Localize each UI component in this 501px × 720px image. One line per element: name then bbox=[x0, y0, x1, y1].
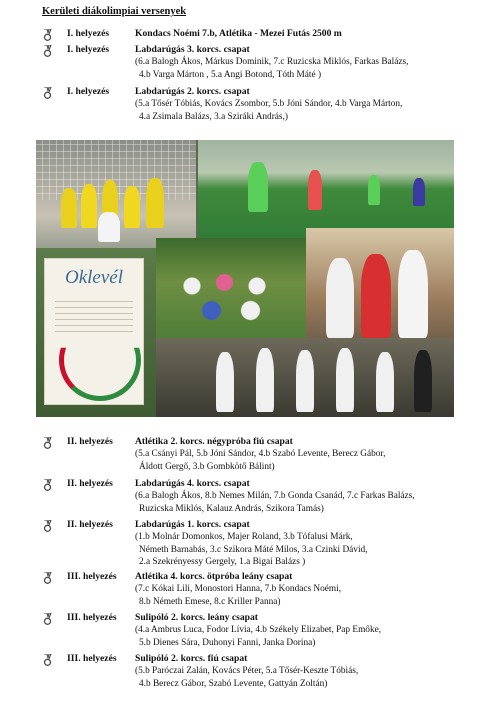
participant-names: (1.b Molnár Domonkos, Majer Roland, 3.b Tófalusi Márk, Németh Barnabás, 3.c Szikora Máté Milos, 3.a Czinki Dávid, 2.a Szekrényessy Gergely, 1.a Bigai Balázs ) bbox=[135, 532, 368, 567]
medal-icon bbox=[43, 437, 52, 449]
result-entry bbox=[43, 436, 463, 476]
result-entry bbox=[43, 519, 463, 571]
player-figure bbox=[81, 184, 97, 228]
participant-names: (6.a Balogh Ákos, 8.b Nemes Milán, 7.b Gonda Csanád, 7.c Farkas Balázs, Ruzicska Miklós, Kalauz András, Szikora Tamás) bbox=[135, 491, 415, 514]
medal-icon bbox=[43, 45, 52, 57]
participant-names: (6.a Balogh Ákos, Márkus Dominik, 7.c Ruzicska Miklós, Farkas Balázs, 4.b Varga Márton , 5.a Angi Botond, Tóth Máté ) bbox=[135, 57, 409, 80]
placement: III. helyezés bbox=[67, 653, 117, 664]
event-title: Labdarúgás 2. korcs. csapat bbox=[135, 86, 250, 97]
medal-icon bbox=[43, 654, 52, 666]
event-title: Atlétika 2. korcs. négypróba fiú csapat bbox=[135, 436, 293, 447]
player-figure bbox=[256, 348, 274, 412]
player-figure bbox=[98, 212, 120, 242]
event-title: Sulipóló 2. korcs. leány csapat bbox=[135, 612, 258, 623]
placement: II. helyezés bbox=[67, 436, 113, 447]
certificate bbox=[44, 258, 144, 405]
medal-icon bbox=[43, 29, 52, 41]
player-figure bbox=[216, 352, 234, 412]
photo-certificate bbox=[36, 248, 156, 417]
photo-boys-team bbox=[156, 338, 454, 417]
placement: II. helyezés bbox=[67, 519, 113, 530]
medal-icon bbox=[43, 572, 52, 584]
event-title: Labdarúgás 3. korcs. csapat bbox=[135, 44, 250, 55]
participant-names: (5.b Paróczai Zalán, Kovács Péter, 5.a Tősér-Keszte Tóbiás, 4.b Berecz Gábor, Szabó Levente, Gattyán Zoltán) bbox=[135, 666, 359, 689]
certificate-title: Oklevél bbox=[64, 267, 123, 288]
result-entry bbox=[43, 571, 463, 611]
event-title: Atlétika 4. korcs. ötpróba leány csapat bbox=[135, 571, 293, 582]
certificate-text-lines bbox=[55, 297, 133, 337]
player-figure bbox=[326, 258, 354, 338]
player-figure bbox=[124, 186, 140, 228]
player-figure bbox=[336, 348, 354, 412]
medal-icon bbox=[43, 479, 52, 491]
player-figure bbox=[398, 250, 428, 338]
event-title: Labdarúgás 1. korcs. csapat bbox=[135, 519, 250, 530]
placement: III. helyezés bbox=[67, 612, 117, 623]
player-figure bbox=[308, 170, 322, 210]
event-title: Sulipóló 2. korcs. fiú csapat bbox=[135, 653, 248, 664]
player-figure bbox=[414, 350, 432, 412]
player-figure bbox=[248, 162, 268, 212]
player-figure bbox=[146, 178, 164, 228]
player-figure bbox=[376, 352, 394, 412]
photo-gym-team bbox=[36, 140, 196, 248]
participant-names: (5.a Csányi Pál, 5.b Jóni Sándor, 4.b Szabó Levente, Berecz Gábor, Áldott Gergő, 3.b Gombkötő Bálint) bbox=[135, 449, 386, 472]
group-figures bbox=[166, 258, 296, 328]
participant-names: (4.a Ambrus Luca, Fodor Lívia, 4.b Székely Elizabet, Pap Emőke, 5.b Dienes Sára, Duhonyi Fanni, Janka Dorina) bbox=[135, 625, 382, 648]
result-entry bbox=[43, 653, 463, 693]
placement: I. helyezés bbox=[67, 86, 110, 97]
placement: I. helyezés bbox=[67, 28, 110, 39]
result-entry bbox=[43, 478, 463, 518]
page-title: Kerületi diákolimpiai versenyek bbox=[42, 6, 187, 17]
placement: I. helyezés bbox=[67, 44, 110, 55]
player-figure bbox=[368, 175, 380, 205]
medal-icon bbox=[43, 613, 52, 625]
event-title: Kondacs Noémi 7.b, Atlétika - Mezei Futás 2500 m bbox=[135, 28, 342, 39]
photo-girls-medals bbox=[306, 228, 454, 348]
photo-collage bbox=[36, 140, 454, 417]
result-entry bbox=[43, 612, 463, 652]
player-figure bbox=[361, 254, 391, 338]
placement: III. helyezés bbox=[67, 571, 117, 582]
result-entry bbox=[43, 44, 463, 84]
participant-names: (7.c Kókai Lili, Monostori Hanna, 7.b Kondacs Noémi, 8.b Németh Emese, 8.c Kriller Panna) bbox=[135, 584, 342, 607]
player-figure bbox=[413, 178, 425, 206]
participant-names: (5.a Tősér Tóbiás, Kovács Zsombor, 5.b Jóni Sándor, 4.b Varga Márton, 4.a Zsimala Balázs, 3.a Sziráki András,) bbox=[135, 99, 403, 122]
photo-group-on-grass bbox=[156, 238, 306, 348]
player-figure bbox=[296, 350, 314, 412]
result-entry bbox=[43, 28, 463, 42]
placement: II. helyezés bbox=[67, 478, 113, 489]
medal-icon bbox=[43, 87, 52, 99]
medal-icon bbox=[43, 520, 52, 532]
player-figure bbox=[61, 188, 77, 228]
event-title: Labdarúgás 4. korcs. csapat bbox=[135, 478, 250, 489]
result-entry bbox=[43, 86, 463, 126]
